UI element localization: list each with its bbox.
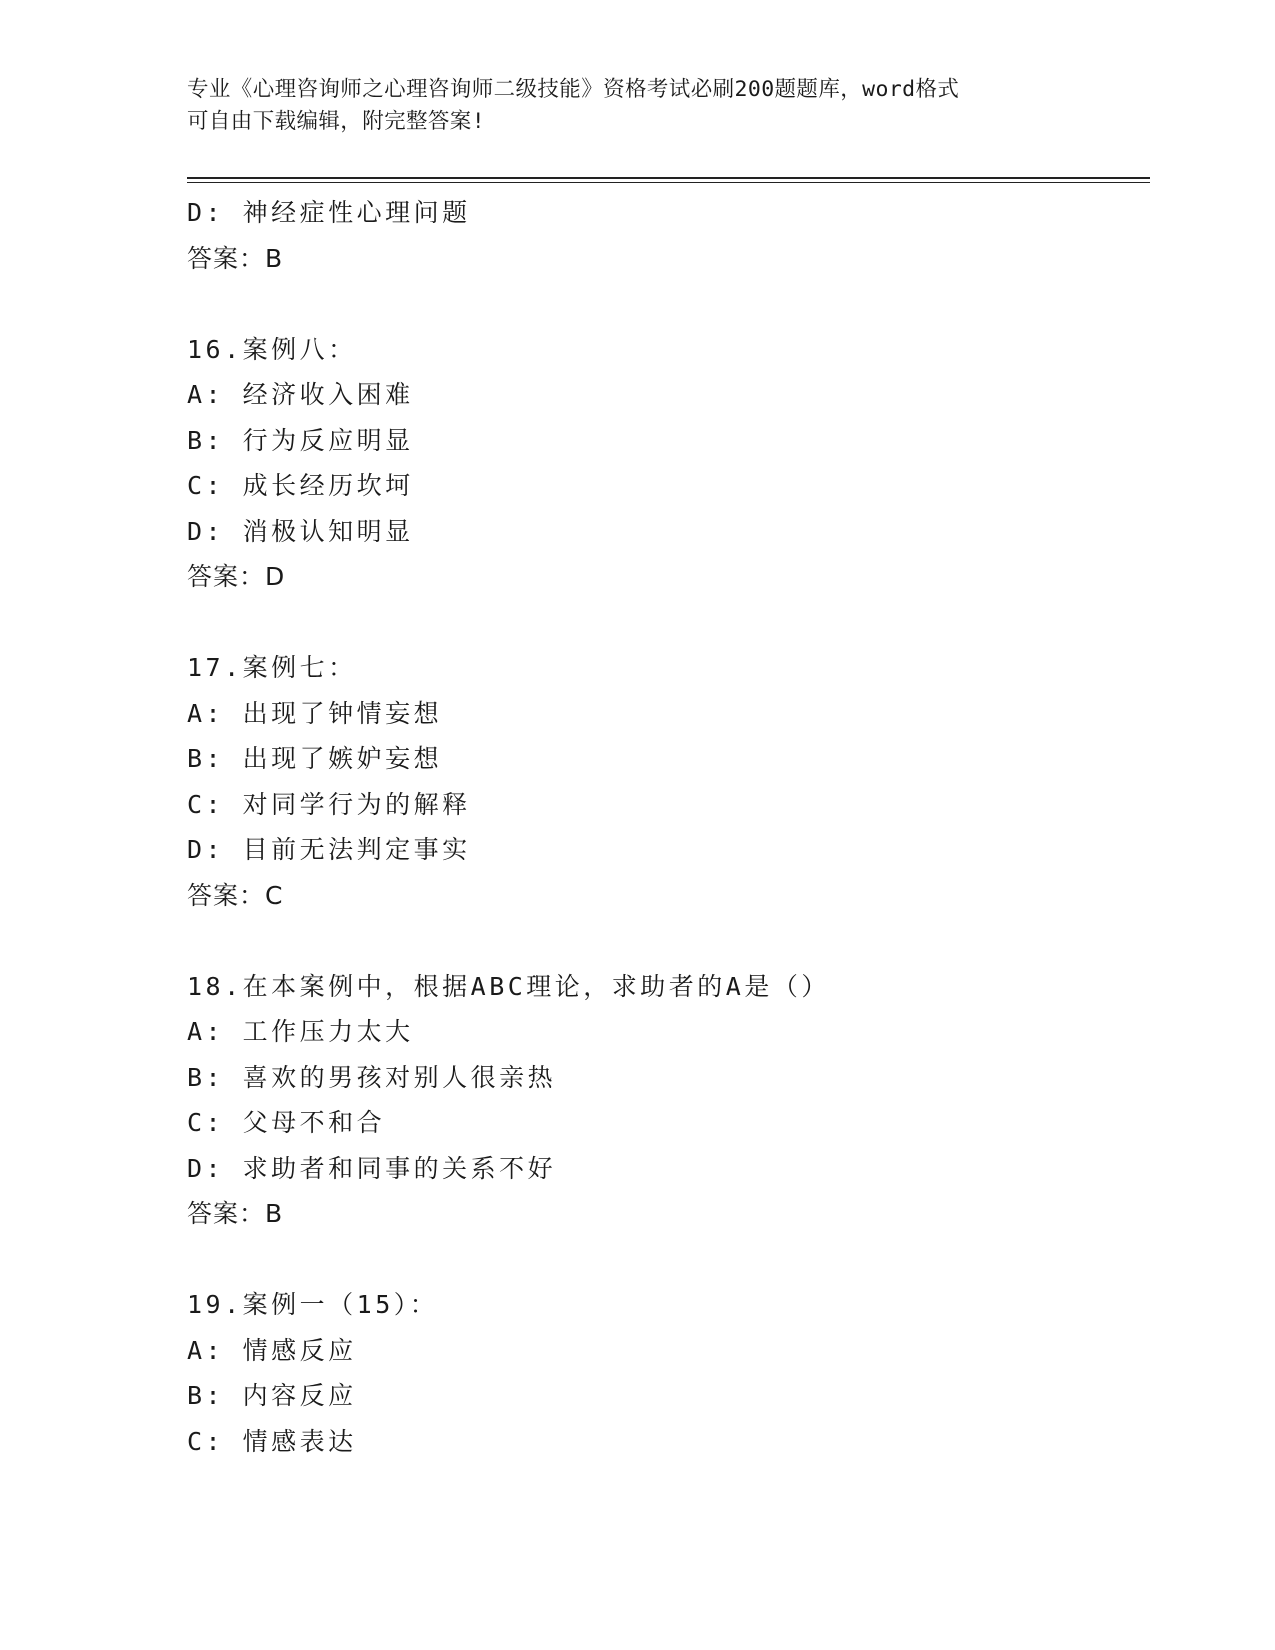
header-divider-thin — [187, 182, 1150, 183]
option-a: A: 工作压力太大 — [187, 1017, 414, 1046]
option-c: C: 情感表达 — [187, 1426, 357, 1456]
option-c: C: 对同学行为的解释 — [187, 789, 471, 819]
option-d: D: 求助者和同事的关系不好 — [187, 1153, 557, 1183]
answer-line: 答案：C — [187, 880, 284, 910]
question-19 — [187, 1282, 1147, 1464]
question-stem: 16.案例八： — [187, 334, 357, 364]
option-c: C: 父母不和合 — [187, 1108, 386, 1137]
option-b: B: 内容反应 — [187, 1381, 357, 1410]
question-17 — [187, 645, 1147, 918]
question-stem: 17.案例七： — [187, 653, 357, 682]
question-stem: 18.在本案例中，根据ABC理论，求助者的A是（） — [187, 971, 830, 1001]
option-c: C: 成长经历坎坷 — [187, 471, 414, 500]
question-18 — [187, 964, 1147, 1237]
answer-line: 答案：B — [187, 243, 284, 273]
option-b: B: 行为反应明显 — [187, 425, 414, 455]
option-d: D: 神经症性心理问题 — [187, 198, 471, 227]
question-list — [187, 190, 1147, 1464]
option-a: A: 情感反应 — [187, 1335, 357, 1365]
header-line-1: 专业《心理咨询师之心理咨询师二级技能》资格考试必刷200题题库，word格式 — [187, 77, 960, 102]
question-stem: 19.案例一（15）： — [187, 1290, 439, 1319]
option-a: A: 出现了钟情妄想 — [187, 698, 443, 728]
answer-line: 答案：D — [187, 562, 286, 591]
option-a: A: 经济收入困难 — [187, 380, 414, 409]
option-b: B: 喜欢的男孩对别人很亲热 — [187, 1062, 557, 1092]
option-d: D: 目前无法判定事实 — [187, 835, 471, 864]
header-divider-thick — [187, 177, 1150, 179]
option-d: D: 消极认知明显 — [187, 516, 414, 546]
header-line-2: 可自由下载编辑，附完整答案! — [187, 109, 486, 134]
page-header — [187, 74, 1087, 138]
question-16 — [187, 327, 1147, 600]
answer-line: 答案：B — [187, 1199, 284, 1228]
option-b: B: 出现了嫉妒妄想 — [187, 744, 443, 773]
